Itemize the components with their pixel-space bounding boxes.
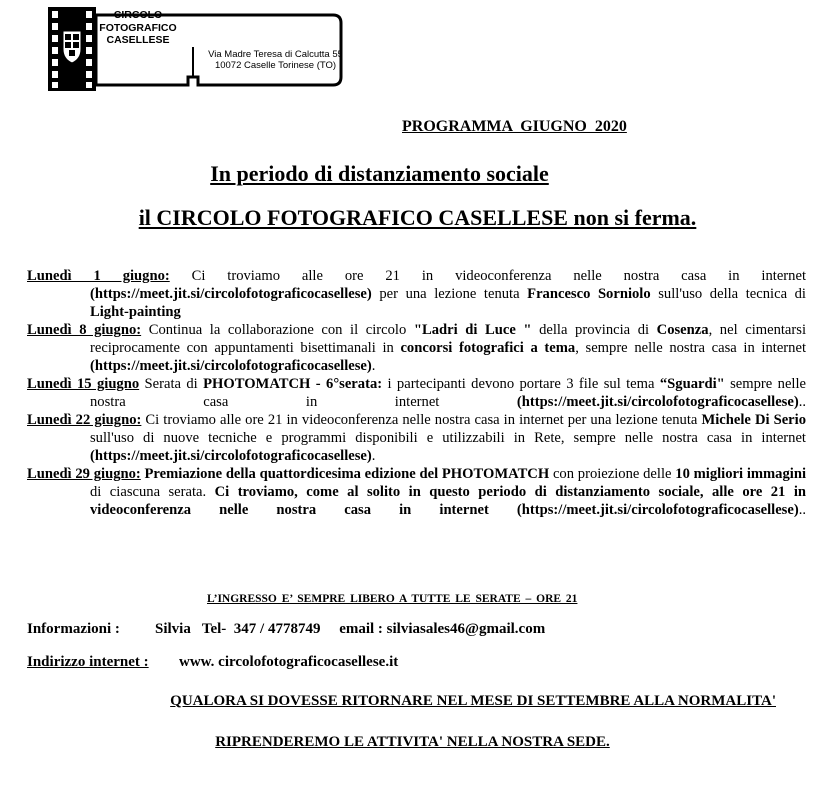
- program-entry: [27, 375, 806, 411]
- entry-text: concorsi fotografici a tema: [400, 340, 576, 356]
- september-notice: QUALORA SI DOVESSE RITORNARE NEL MESE DI SETTEMBRE ALLA NORMALITA': [170, 693, 776, 709]
- entry-date: Lunedì 22 giugno:: [27, 412, 142, 428]
- club-address-line2: 10072 Caselle Torinese (TO): [214, 59, 337, 71]
- entry-text: (https://meet.jit.si/circolofotograficocasellese): [90, 448, 372, 464]
- resume-notice: RIPRENDEREMO LE ATTIVITA' NELLA NOSTRA SEDE.: [215, 734, 610, 750]
- entry-text: sempre nelle nostra casa in internet: [90, 376, 807, 410]
- club-name: [98, 9, 178, 47]
- entry-text: ..: [798, 502, 806, 518]
- website-info: [27, 654, 398, 671]
- entry-text: Cosenza: [656, 322, 709, 338]
- entry-date: Lunedì 29 giugno:: [27, 466, 141, 482]
- club-name-line2: FOTOGRAFICO: [99, 21, 177, 34]
- entry-text: Ci troviamo, come al solito in questo periodo di distanziamento sociale, alle ore 21 in videoconferenza nelle nostra casa in internet (https://meet.jit.si/circolofotograficocasellese): [90, 484, 806, 518]
- entry-text: Michele Di Serio: [701, 412, 807, 428]
- entry-date: Lunedì 15 giugno: [27, 376, 140, 392]
- entry-text: (https://meet.jit.si/circolofotograficocasellese): [90, 358, 372, 374]
- entry-text: della provincia di: [531, 322, 657, 338]
- club-address: [198, 50, 353, 71]
- program-entry: [27, 267, 806, 321]
- headline-1: In periodo di distanziamento sociale: [210, 161, 549, 186]
- entry-text: (https://meet.jit.si/circolofotograficocasellese): [90, 286, 372, 302]
- contact-details: Silvia Tel- 347 / 4778749 email : silviasales46@gmail.com: [155, 621, 546, 637]
- entry-text: Ci troviamo alle ore 21 in videoconferenza nelle nostra casa in internet: [169, 268, 806, 284]
- entry-text: sull'uso di nuove tecniche e programmi disponibili e utilizzabili in Rete, sempre nelle nostra casa in internet: [90, 430, 806, 446]
- entry-text: , sempre nelle nostra casa in internet: [575, 340, 806, 356]
- entry-text: sull'uso della tecnica di: [650, 286, 806, 302]
- entry-text: (https://meet.jit.si/circolofotograficocasellese): [516, 394, 799, 410]
- entry-text: Ci troviamo alle ore 21 in videoconferenza nelle nostra casa in internet per una lezione tenuta: [141, 412, 702, 428]
- entry-date: Lunedì 8 giugno:: [27, 322, 142, 338]
- entry-text: ..: [798, 394, 806, 410]
- entry-text: PHOTOMATCH - 6°serata:: [203, 376, 383, 392]
- entry-text: Francesco Sorniolo: [527, 286, 651, 302]
- headline-2: il CIRCOLO FOTOGRAFICO CASELLESE non si ferma.: [138, 205, 697, 230]
- entry-text: i partecipanti devono portare 3 file sul tema: [382, 376, 660, 392]
- club-address-line1: Via Madre Teresa di Calcutta 55: [208, 49, 343, 60]
- entry-notice: L’INGRESSO E’ SEMPRE LIBERO A TUTTE LE SERATE – ORE 21: [207, 593, 578, 605]
- entry-text: Continua la collaborazione con il circolo: [141, 322, 414, 338]
- website-label: Indirizzo internet :: [27, 654, 149, 670]
- program-entries: [27, 267, 806, 519]
- entry-text: “Sguardi": [659, 376, 725, 392]
- program-entry: [27, 411, 806, 465]
- entry-text: 10 migliori immagini: [675, 466, 807, 482]
- entry-text: di ciascuna serata.: [90, 484, 215, 500]
- website-url[interactable]: www. circolofotograficocasellese.it: [179, 654, 399, 670]
- contact-info: [27, 621, 545, 638]
- entry-text: , nel cimentarsi reciprocamente con appuntamenti bisettimanali in: [90, 322, 806, 356]
- club-name-line1: CIRCOLO: [113, 9, 163, 21]
- entry-text: .: [371, 358, 376, 374]
- program-entry: [27, 465, 806, 519]
- club-name-line3: CASELLESE: [106, 34, 170, 46]
- contact-label: Informazioni :: [27, 621, 120, 637]
- entry-text: Serata di: [139, 376, 204, 392]
- program-entry: [27, 321, 806, 375]
- coat-of-arms-icon: [63, 31, 81, 63]
- entry-text: .: [371, 448, 376, 464]
- entry-date: Lunedì 1 giugno:: [27, 268, 170, 284]
- entry-text: con proiezione delle: [549, 466, 676, 482]
- entry-text: Premiazione della quattordicesima edizione del PHOTOMATCH: [140, 466, 550, 482]
- entry-text: "Ladri di Luce ": [413, 322, 532, 338]
- entry-text: Light-painting: [90, 304, 181, 320]
- program-title: PROGRAMMA GIUGNO 2020: [402, 118, 627, 135]
- entry-text: per una lezione tenuta: [371, 286, 528, 302]
- club-logo: [48, 7, 348, 91]
